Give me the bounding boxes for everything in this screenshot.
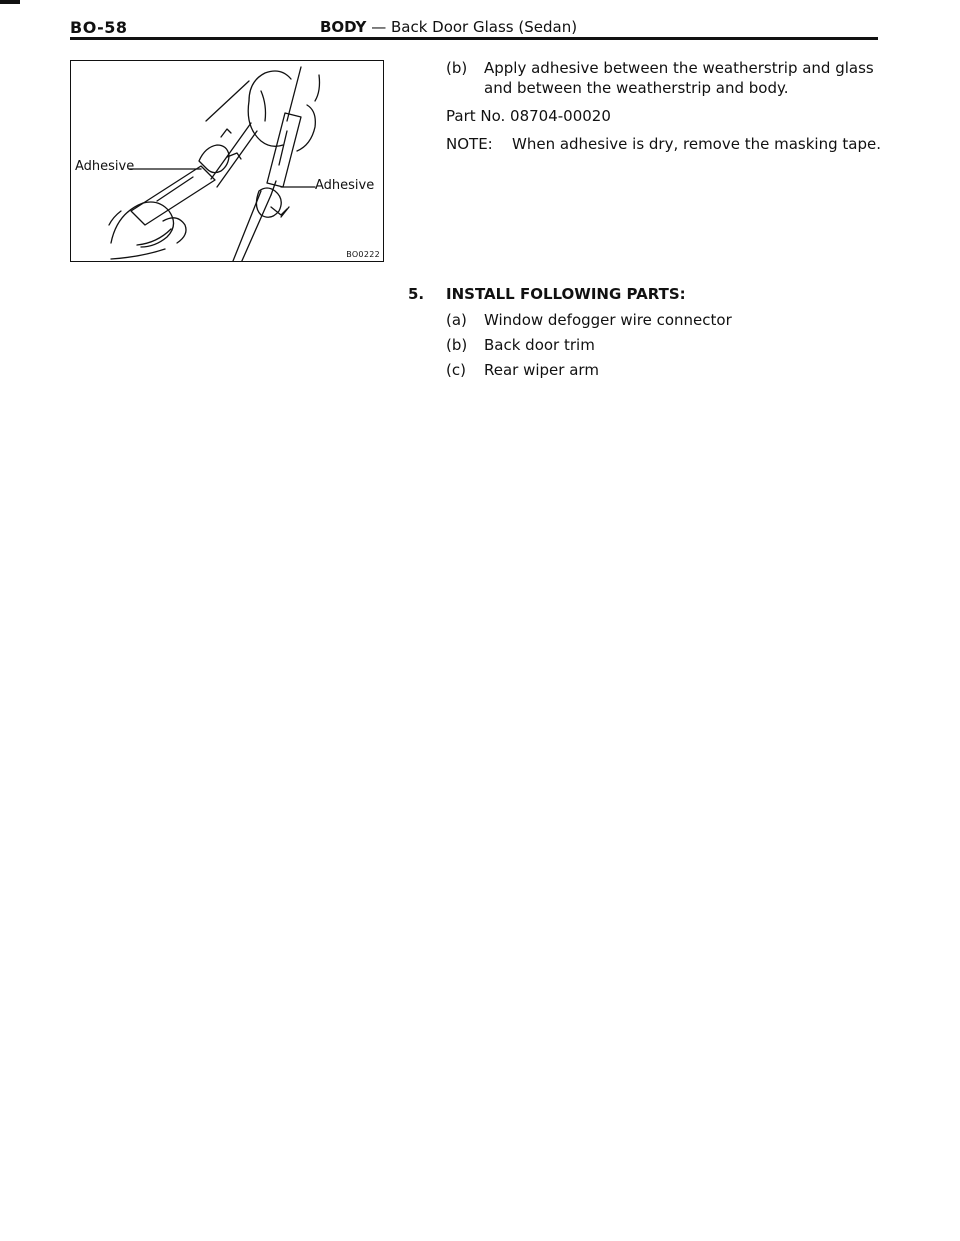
note-text: When adhesive is dry, remove the masking tape.	[512, 135, 881, 153]
part-b-text: Back door trim	[484, 336, 595, 354]
step-5-number: 5.	[408, 285, 425, 303]
part-a-marker: (a)	[446, 311, 467, 329]
section-subtitle: Back Door Glass (Sedan)	[390, 18, 578, 36]
section-name: BODY	[320, 18, 367, 36]
title-separator: —	[371, 18, 387, 36]
corner-mark	[0, 0, 20, 4]
header-rule	[70, 37, 878, 40]
step-b-marker: (b)	[446, 59, 468, 77]
note-label: NOTE:	[446, 135, 493, 153]
page-title	[320, 18, 577, 36]
adhesive-label-right: Adhesive	[315, 178, 375, 193]
step-b-line1: Apply adhesive between the weatherstrip and glass	[484, 59, 874, 77]
figure-code: BO0222	[346, 250, 380, 259]
illustration-figure	[70, 60, 384, 262]
part-a-text: Window defogger wire connector	[484, 311, 732, 329]
step-b-line2: and between the weatherstrip and body.	[484, 79, 789, 97]
adhesive-label-left: Adhesive	[75, 159, 135, 174]
step-5-title: INSTALL FOLLOWING PARTS:	[446, 285, 686, 303]
part-number: Part No. 08704-00020	[446, 107, 611, 125]
page-number: BO-58	[70, 18, 128, 37]
part-c-text: Rear wiper arm	[484, 361, 599, 379]
part-c-marker: (c)	[446, 361, 466, 379]
part-b-marker: (b)	[446, 336, 468, 354]
